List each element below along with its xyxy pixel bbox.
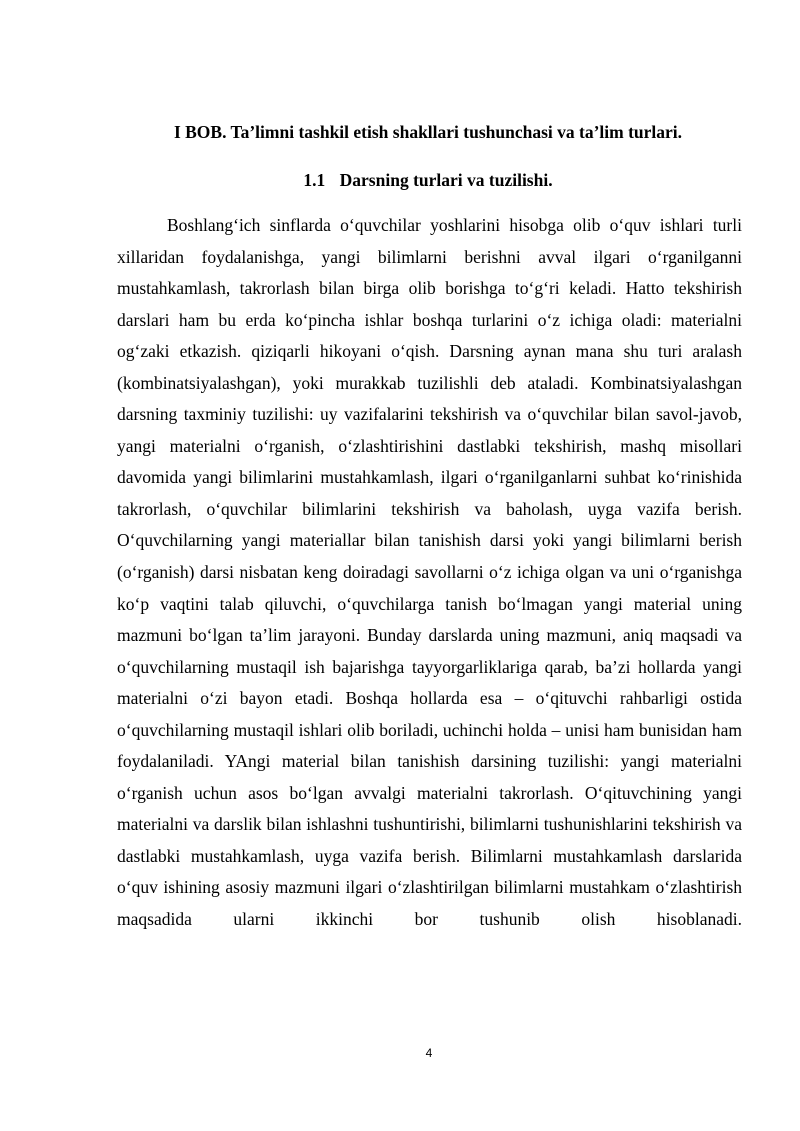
page-number: 4 <box>425 1046 433 1060</box>
section-title: Darsning turlari va tuzilishi. <box>339 170 553 190</box>
section-number: 1.1 <box>303 170 326 190</box>
chapter-title: I BOB. Ta’limni tashkil etish shakllari tushunchasi va ta’lim turlari. <box>173 122 683 142</box>
body-paragraph: Boshlang‘ich sinflarda o‘quvchilar yoshlarini hisobga olib o‘quv ishlari turli xillaridan foydalanishga, yangi bilimlarni berishni avval ilgari o‘rganilganni mustahkamlash, takrorlash bilan birga olib borishga to‘g‘ri keladi. Hatto tekshirish darslari ham bu erda ko‘pincha ishlar boshqa turlarini o‘z ichiga oladi: materialni og‘zaki etkazish. qiziqarli hikoyani o‘qish. Darsning aynan mana shu turi aralash (kombinatsiyalashgan), yoki murakkab tuzilishli deb ataladi. Kombinatsiyalashgan darsning taxminiy tuzilishi: uy vazifalarini tekshirish va o‘quvchilar bilan savol-javob, yangi materialni o‘rganish, o‘zlashtirishini dastlabki tekshirish, mashq misollari davomida yangi bilimlarini mustahkamlash, ilgari o‘rganilganlarni suhbat ko‘rinishida takrorlash, o‘quvchilar bilimlarini tekshirish va baholash, uyga vazifa berish. O‘quvchilarning yangi materiallar bilan tanishish darsi yoki yangi bilimlarni berish (o‘rganish) darsi nisbatan keng doiradagi savollarni o‘z ichiga olgan va uni o‘rganishga ko‘p vaqtini talab qiluvchi, o‘quvchilarga tanish bo‘lmagan yangi material uning mazmuni bo‘lgan ta’lim jarayoni. Bunday darslarda uning mazmuni, aniq maqsadi va o‘quvchilarning mustaqil ish bajarishga tayyorgarliklariga qarab, ba’zi hollarda yangi materialni o‘zi bayon etadi. Boshqa hollarda esa – o‘qituvchi rahbarligi ostida o‘quvchilarning mustaqil ishlari olib boriladi, uchinchi holda – unisi ham bunisidan ham foydalaniladi. YAngi material bilan tanishish darsining tuzilishi: yangi materialni o‘rganish uchun asos bo‘lgan avvalgi materialni takrorlash. O‘qituvchining yangi materialni va darslik bilan ishlashni tushuntirishi, bilimlarni tushunishlarini tekshirish va dastlabki mustahkamlash, uyga vazifa berish. Bilimlarni mustahkamlash darslarida o‘quv ishining asosiy mazmuni ilgari o‘zlashtirilgan bilimlarni mustahkam o‘zlashtirish maqsadida ularni ikkinchi bor tushunib olish hisoblanadi. <box>117 215 742 930</box>
section-heading <box>0 168 800 192</box>
